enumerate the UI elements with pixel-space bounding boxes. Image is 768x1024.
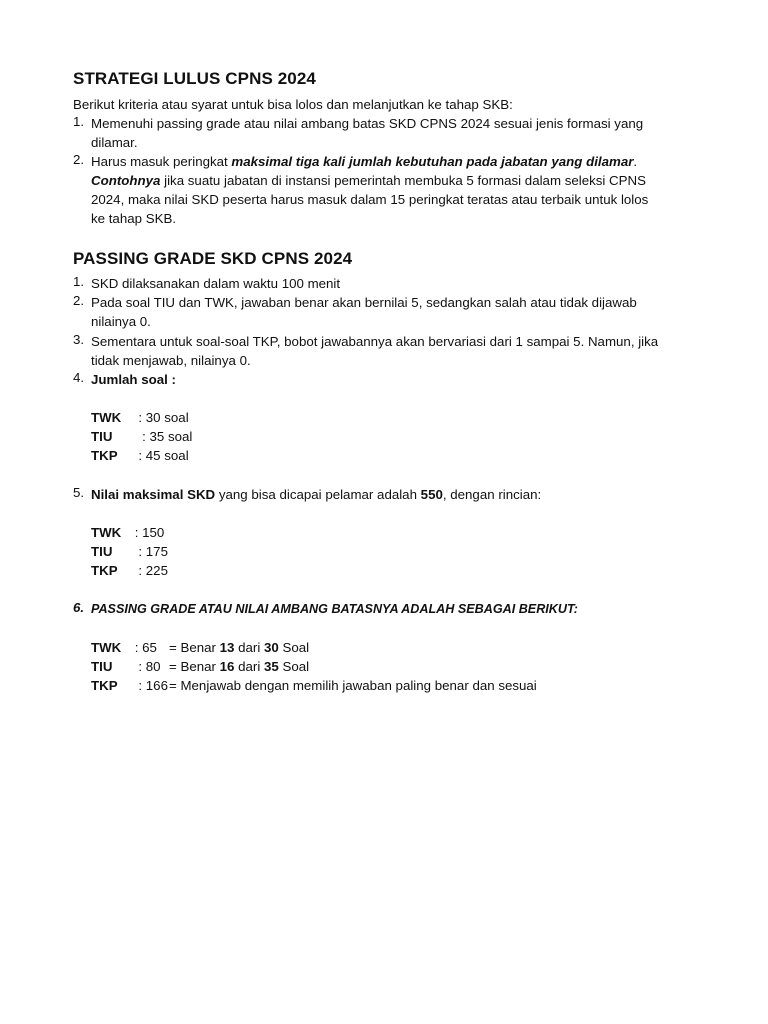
section-title-passing-grade: PASSING GRADE SKD CPNS 2024 (73, 249, 353, 268)
list-number: 1. (73, 274, 85, 289)
row-value: : 225 (131, 563, 168, 578)
row-value: : 175 (131, 544, 168, 559)
table-row (91, 638, 309, 657)
row-equivalence: = Benar (169, 659, 220, 674)
table-row (91, 657, 309, 676)
row-value: : 35 soal (131, 429, 193, 444)
row-key: TKP (91, 563, 118, 578)
list-number: 4. (73, 370, 85, 385)
text-run: , dengan rincian: (442, 487, 542, 502)
list-number: 5. (73, 485, 85, 500)
text-run: dari (234, 640, 264, 655)
row-key: TIU (91, 659, 113, 674)
list-label: Jumlah soal : (91, 372, 176, 387)
row-key: TKP (91, 448, 118, 463)
row-key: TIU (91, 544, 113, 559)
list-label: PASSING GRADE ATAU NILAI AMBANG BATASNYA ADALAH SEBAGAI BERIKUT: (91, 602, 578, 616)
row-key: TKP (91, 678, 118, 693)
table-row (91, 561, 168, 580)
list-text: 2024, maka nilai SKD peserta harus masuk dalam 15 peringkat teratas atau terbaik untuk lolos (91, 192, 649, 207)
list-text: SKD dilaksanakan dalam waktu 100 menit (91, 276, 341, 291)
list-text: dilamar. (91, 135, 138, 150)
bold-text: 30 (264, 640, 279, 655)
text-run: . (633, 154, 638, 169)
row-value: : 166 (131, 678, 168, 693)
table-row (91, 446, 189, 465)
list-number: 2. (73, 293, 85, 308)
bold-text: 35 (264, 659, 279, 674)
row-value: : 65 (131, 640, 157, 655)
row-value: : 80 (131, 659, 161, 674)
bold-text: 550 (420, 487, 443, 502)
text-run: dari (234, 659, 264, 674)
row-key: TWK (91, 525, 122, 540)
text-run: Soal (278, 640, 310, 655)
emphasis-text: Contohnya (91, 173, 161, 188)
list-text: Sementara untuk soal-soal TKP, bobot jawabannya akan bervariasi dari 1 sampai 5. Namun, jika (91, 334, 659, 349)
list-text: Pada soal TIU dan TWK, jawaban benar akan bernilai 5, sedangkan salah atau tidak dijawab (91, 295, 637, 310)
list-number: 2. (73, 152, 85, 167)
row-value: : 150 (131, 525, 165, 540)
row-equivalence: = Benar (169, 640, 220, 655)
list-text (91, 152, 637, 171)
table-row (91, 676, 537, 695)
intro-text: Berikut kriteria atau syarat untuk bisa lolos dan melanjutkan ke tahap SKB: (73, 97, 513, 112)
bold-text: Nilai maksimal SKD (91, 487, 216, 502)
text-run: Harus masuk peringkat (91, 154, 232, 169)
text-run: yang bisa dicapai pelamar adalah (215, 487, 421, 502)
table-row (91, 542, 168, 561)
list-number: 3. (73, 332, 85, 347)
list-text (91, 171, 646, 190)
row-equivalence: = Menjawab dengan memilih jawaban paling benar dan sesuai (169, 678, 537, 693)
list-number: 1. (73, 114, 85, 129)
text-run: jika suatu jabatan di instansi pemerintah membuka 5 formasi dalam seleksi CPNS (160, 173, 647, 188)
list-text: tidak menjawab, nilainya 0. (91, 353, 251, 368)
row-value: : 30 soal (131, 410, 189, 425)
emphasis-text: maksimal tiga kali jumlah kebutuhan pada jabatan yang dilamar (231, 154, 634, 169)
list-text: ke tahap SKB. (91, 211, 177, 226)
row-value: : 45 soal (131, 448, 189, 463)
row-key: TWK (91, 640, 122, 655)
list-number: 6. (73, 600, 85, 615)
list-text (91, 485, 541, 504)
list-text: nilainya 0. (91, 314, 151, 329)
section-title-strategi: STRATEGI LULUS CPNS 2024 (73, 69, 316, 88)
bold-text: 13 (219, 640, 235, 655)
bold-text: 16 (219, 659, 235, 674)
table-row (91, 408, 189, 427)
table-row (91, 427, 192, 446)
table-row (91, 523, 164, 542)
row-key: TWK (91, 410, 122, 425)
text-run: Soal (278, 659, 310, 674)
row-key: TIU (91, 429, 113, 444)
list-text: Memenuhi passing grade atau nilai ambang batas SKD CPNS 2024 sesuai jenis formasi yang (91, 116, 644, 131)
